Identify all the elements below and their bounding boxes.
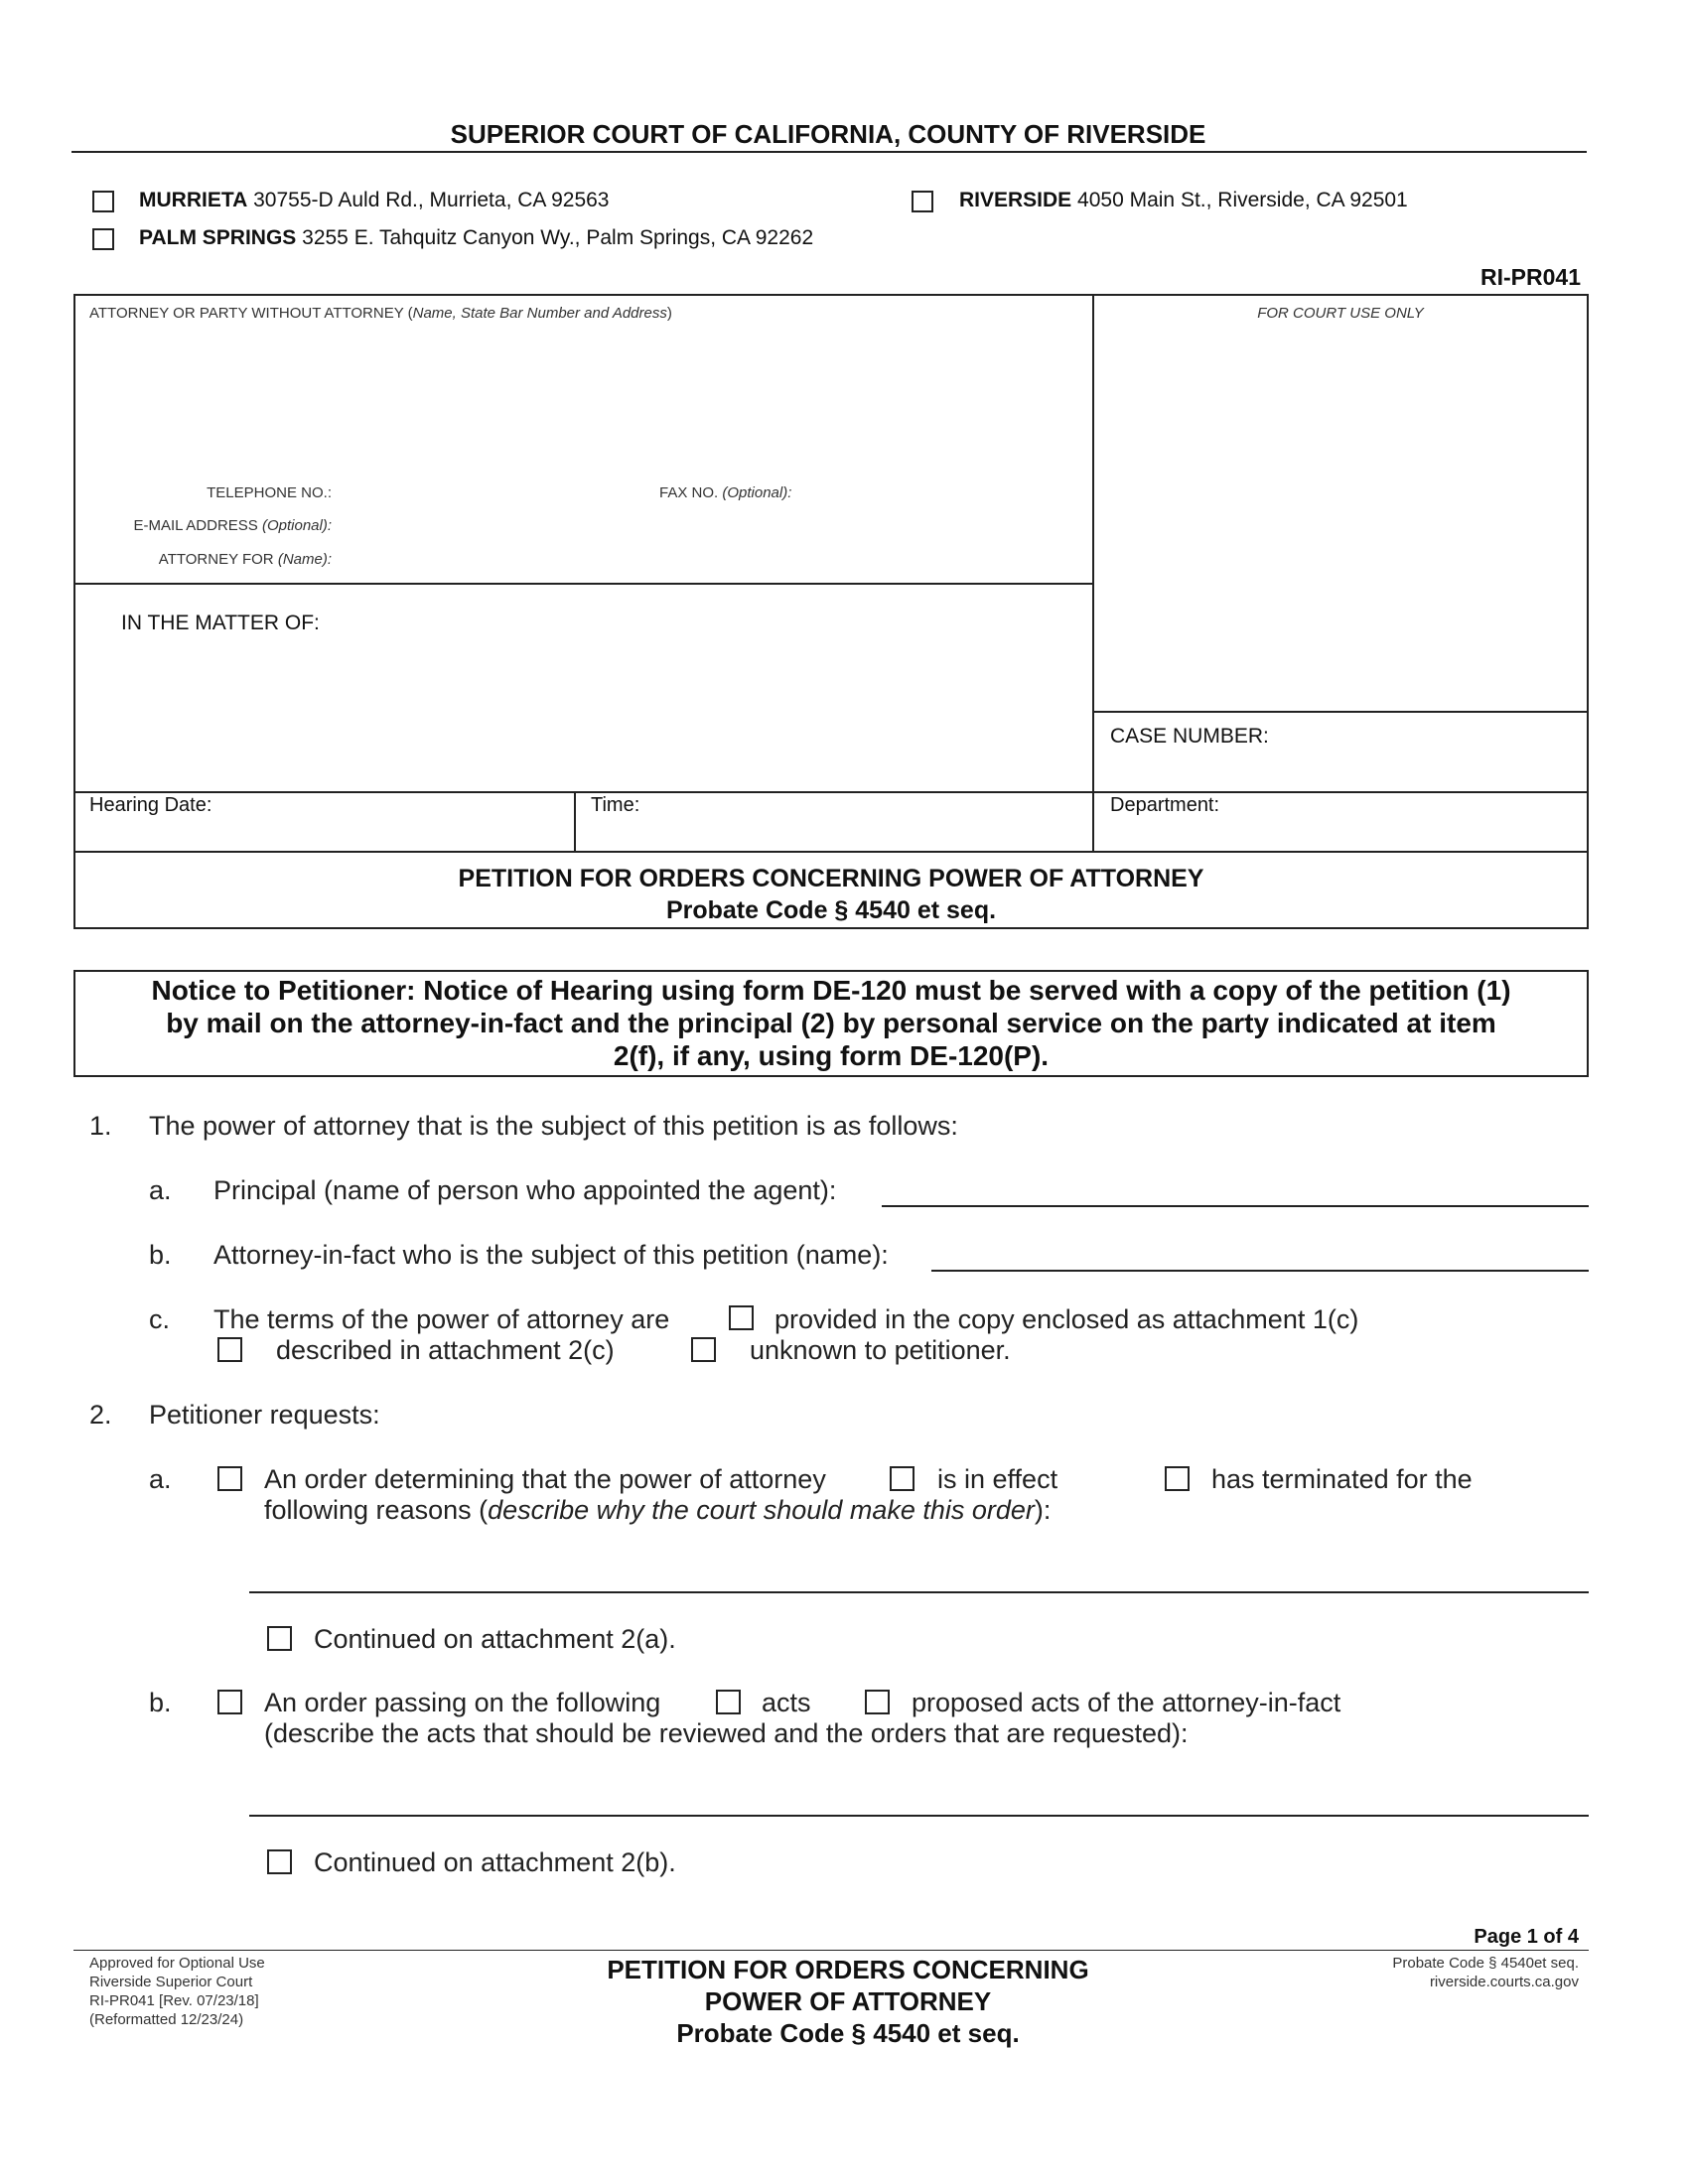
palm-springs-location: [139, 226, 813, 250]
item1c-letter: c.: [149, 1304, 171, 1334]
time-label: Time:: [591, 794, 640, 816]
matter-bottom: [73, 791, 1589, 793]
header-rule: [71, 151, 1587, 153]
email-label-italic: (Optional):: [261, 517, 332, 534]
item1-number: 1.: [89, 1111, 112, 1141]
item2a-reasons-start: following reasons (: [264, 1495, 489, 1525]
item2b-proposed-acts-label: proposed acts of the attorney-in-fact: [912, 1688, 1341, 1717]
attorney-section-bottom: [73, 583, 1092, 585]
court-use-text: FOR COURT USE ONLY: [1257, 305, 1424, 322]
email-label: [133, 517, 332, 534]
murrieta-name: MURRIETA: [139, 189, 248, 211]
palm-springs-name: PALM SPRINGS: [139, 226, 297, 249]
item1c-unknown-checkbox[interactable]: [691, 1337, 716, 1362]
item2a-letter: a.: [149, 1464, 172, 1494]
fax-label-text: FAX NO.: [659, 484, 719, 501]
form-id: RI-PR041: [1480, 264, 1581, 290]
item2a-terminated-checkbox[interactable]: [1165, 1466, 1190, 1491]
case-number-label: CASE NUMBER:: [1110, 725, 1269, 748]
item2a-reasons-text: [264, 1495, 1051, 1526]
attorney-label-italic: Name, State Bar Number and Address: [412, 305, 667, 322]
footer-left-4: (Reformatted 12/23/24): [89, 2011, 244, 2028]
footer-left-2: Riverside Superior Court: [89, 1974, 253, 1990]
palm-springs-checkbox[interactable]: [92, 228, 114, 250]
riverside-address: 4050 Main St., Riverside, CA 92501: [1077, 189, 1408, 211]
item2b-letter: b.: [149, 1688, 172, 1717]
court-use-bottom: [1092, 711, 1589, 713]
notice-line-3: 2(f), if any, using form DE-120(P).: [613, 1040, 1050, 1071]
notice-line-1: Notice to Petitioner: Notice of Hearing using form DE-120 must be served with a copy of the petition (1): [151, 975, 1511, 1006]
hearing-time-divider: [574, 791, 576, 852]
footer-title-1: PETITION FOR ORDERS CONCERNING: [607, 1955, 1089, 1984]
fax-label-italic: (Optional):: [722, 484, 792, 501]
item2a-in-effect-checkbox[interactable]: [890, 1466, 914, 1491]
item2b-text: An order passing on the following: [264, 1688, 661, 1717]
item2a-reasons-end: ):: [1034, 1495, 1052, 1525]
footer-title-2: POWER OF ATTORNEY: [704, 1986, 992, 2016]
item1c-provided-label: provided in the copy enclosed as attachment 1(c): [774, 1304, 1359, 1334]
item2-text: Petitioner requests:: [149, 1400, 380, 1430]
item2a-reasons-italic: describe why the court should make this order: [488, 1495, 1035, 1525]
item2a-checkbox[interactable]: [217, 1466, 242, 1491]
principal-name-line[interactable]: [882, 1205, 1589, 1207]
attorney-for-label-text: ATTORNEY FOR: [158, 551, 274, 568]
riverside-name: RIVERSIDE: [959, 189, 1072, 211]
item2b-checkbox[interactable]: [217, 1690, 242, 1714]
court-title: SUPERIOR COURT OF CALIFORNIA, COUNTY OF RIVERSIDE: [450, 119, 1206, 149]
hearing-date-label: Hearing Date:: [89, 794, 212, 816]
item2b-describe-text: (describe the acts that should be reviewed and the orders that are requested):: [264, 1718, 1189, 1748]
matter-label: IN THE MATTER OF:: [121, 612, 320, 634]
item2b-acts-label: acts: [762, 1688, 811, 1717]
footer-right: [1392, 1954, 1579, 1991]
item2-number: 2.: [89, 1400, 112, 1430]
item2b-acts-checkbox[interactable]: [716, 1690, 741, 1714]
item1a-text: Principal (name of person who appointed the agent):: [213, 1175, 837, 1205]
fax-label: [659, 484, 791, 501]
court-use-label: [1092, 305, 1589, 322]
item1c-described-checkbox[interactable]: [217, 1337, 242, 1362]
item1c-described-label: described in attachment 2(c): [276, 1335, 615, 1365]
attorney-label-text: ATTORNEY OR PARTY WITHOUT ATTORNEY (: [89, 305, 413, 322]
item2b-acts-line[interactable]: [249, 1815, 1589, 1817]
item1b-letter: b.: [149, 1240, 172, 1270]
footer-right-2: riverside.courts.ca.gov: [1429, 1974, 1579, 1990]
footer-left: [89, 1954, 265, 2029]
palm-springs-address: 3255 E. Tahquitz Canyon Wy., Palm Springs, CA 92262: [302, 226, 814, 249]
attorney-label: [89, 305, 672, 322]
murrieta-location: [139, 189, 609, 212]
item1b-text: Attorney-in-fact who is the subject of this petition (name):: [213, 1240, 889, 1270]
item1a-letter: a.: [149, 1175, 172, 1205]
item1c-provided-checkbox[interactable]: [729, 1305, 754, 1330]
footer-left-1: Approved for Optional Use: [89, 1955, 265, 1972]
item2a-in-effect-label: is in effect: [937, 1464, 1058, 1494]
footer-left-3: RI-PR041 [Rev. 07/23/18]: [89, 1992, 259, 2009]
riverside-checkbox[interactable]: [912, 191, 933, 212]
murrieta-checkbox[interactable]: [92, 191, 114, 212]
form-title: PETITION FOR ORDERS CONCERNING POWER OF ATTORNEY: [458, 865, 1204, 892]
email-label-text: E-MAIL ADDRESS: [133, 517, 258, 534]
notice-line-2: by mail on the attorney-in-fact and the principal (2) by personal service on the party indicated at item: [166, 1008, 1496, 1038]
footer-title-3: Probate Code § 4540 et seq.: [676, 2018, 1020, 2048]
item1c-text: The terms of the power of attorney are: [213, 1304, 670, 1334]
item1-text: The power of attorney that is the subject of this petition is as follows:: [149, 1111, 958, 1141]
riverside-location: [959, 189, 1408, 212]
item2a-text: An order determining that the power of attorney: [264, 1464, 826, 1494]
item2b-continued-label: Continued on attachment 2(b).: [314, 1847, 676, 1877]
item2a-terminated-label: has terminated for the: [1211, 1464, 1473, 1494]
item2a-continued-checkbox[interactable]: [267, 1626, 292, 1651]
item2b-continued-checkbox[interactable]: [267, 1849, 292, 1874]
footer-rule: [73, 1950, 1589, 1951]
page-number: Page 1 of 4: [1474, 1926, 1579, 1948]
item2a-continued-label: Continued on attachment 2(a).: [314, 1624, 676, 1654]
attorney-for-label-italic: (Name):: [277, 551, 332, 568]
department-label: Department:: [1110, 794, 1220, 816]
item1c-unknown-label: unknown to petitioner.: [750, 1335, 1011, 1365]
murrieta-address: 30755-D Auld Rd., Murrieta, CA 92563: [253, 189, 610, 211]
attorney-label-end: ): [666, 305, 672, 322]
caption-divider-vertical: [1092, 294, 1094, 852]
item2a-reasons-line[interactable]: [249, 1591, 1589, 1593]
attorney-for-label: [159, 551, 332, 568]
form-subtitle: Probate Code § 4540 et seq.: [665, 896, 997, 924]
hearing-row-bottom: [73, 851, 1589, 853]
footer-right-1: Probate Code § 4540et seq.: [1392, 1955, 1579, 1972]
attorney-in-fact-name-line[interactable]: [931, 1270, 1589, 1272]
telephone-label: TELEPHONE NO.:: [207, 484, 332, 501]
item2b-proposed-acts-checkbox[interactable]: [865, 1690, 890, 1714]
